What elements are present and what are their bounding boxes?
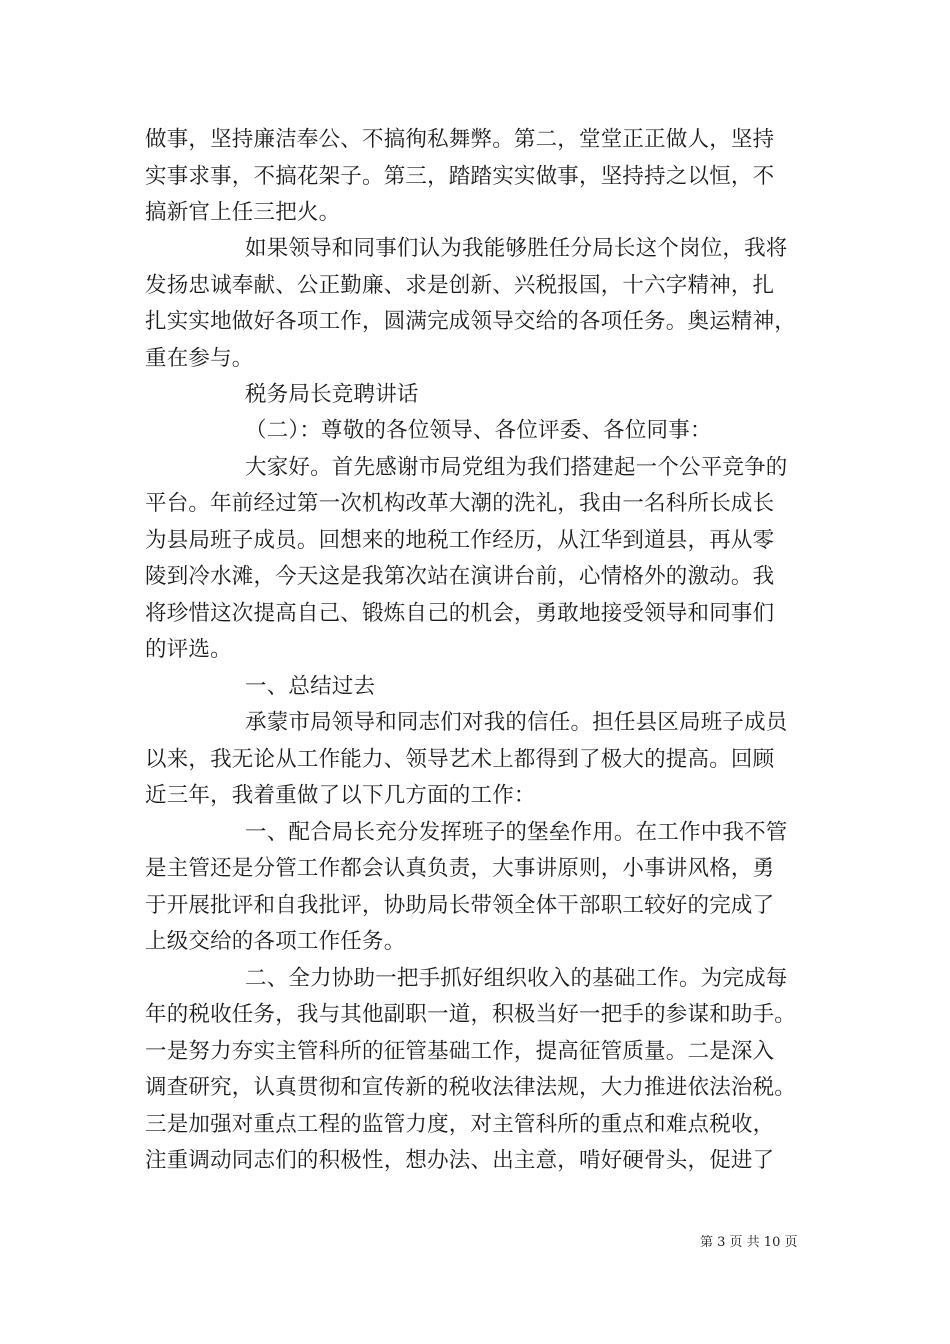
page-number-footer: 第 3 页 共 10 页 [700, 1235, 798, 1250]
text-line: 上级交给的各项工作任务。 [145, 929, 406, 954]
text-line: 为县局班子成员。回想来的地税工作经历，从江华到道县，再从零 [145, 528, 775, 553]
text-line: 一是努力夯实主管科所的征管基础工作，提高征管质量。二是深入 [145, 1039, 775, 1064]
text-line: 重在参与。 [145, 346, 254, 371]
text-line: 近三年，我着重做了以下几方面的工作： [145, 783, 536, 808]
text-line: 将珍惜这次提高自己、锻炼自己的机会，勇敢地接受领导和同事们 [145, 601, 775, 626]
text-line: 实事求事，不搞花架子。第三，踏踏实实做事，坚持持之以恒，不 [145, 164, 775, 189]
section-heading: 一、总结过去 [245, 674, 376, 699]
text-line: 以来，我无论从工作能力、领导艺术上都得到了极大的提高。回顾 [145, 747, 775, 772]
text-line: 陵到冷水滩，今天这是我第次站在演讲台前，心情格外的激动。我 [145, 564, 775, 589]
text-line: 三是加强对重点工程的监管力度，对主管科所的重点和难点税收， [145, 1112, 775, 1137]
text-line: 于开展批评和自我批评，协助局长带领全体干部职工较好的完成了 [145, 893, 775, 918]
text-line: 承蒙市局领导和同志们对我的信任。担任县区局班子成员 [245, 710, 788, 735]
text-line: 搞新官上任三把火。 [145, 200, 341, 225]
text-line: 发扬忠诚奉献、公正勤廉、求是创新、兴税报国，十六字精神，扎 [145, 273, 775, 298]
text-line: 平台。年前经过第一次机构改革大潮的洗礼，我由一名科所长成长 [145, 491, 775, 516]
text-line: 如果领导和同事们认为我能够胜任分局长这个岗位，我将 [245, 236, 788, 261]
text-line: 年的税收任务，我与其他副职一道，积极当好一把手的参谋和助手。 [145, 1002, 797, 1027]
text-line: 一、配合局长充分发挥班子的堡垒作用。在工作中我不管 [245, 820, 788, 845]
text-line: （二）：尊敬的各位领导、各位评委、各位同事： [245, 418, 712, 443]
text-line: 的评选。 [145, 637, 232, 662]
text-line: 注重调动同志们的积极性，想办法、出主意，啃好硬骨头，促进了 [145, 1148, 775, 1173]
text-line: 是主管还是分管工作都会认真负责，大事讲原则，小事讲风格，勇 [145, 856, 775, 881]
text-line: 调查研究，认真贯彻和宣传新的税收法律法规，大力推进依法治税。 [145, 1075, 797, 1100]
text-line: 做事，坚持廉洁奉公、不搞徇私舞弊。第二，堂堂正正做人，坚持 [145, 127, 775, 152]
text-line: 扎实实地做好各项工作，圆满完成领导交给的各项任务。奥运精神， [145, 309, 797, 334]
text-line: 二、全力协助一把手抓好组织收入的基础工作。为完成每 [245, 966, 788, 991]
section-title: 税务局长竞聘讲话 [245, 382, 419, 407]
text-line: 大家好。首先感谢市局党组为我们搭建起一个公平竞争的 [245, 455, 788, 480]
